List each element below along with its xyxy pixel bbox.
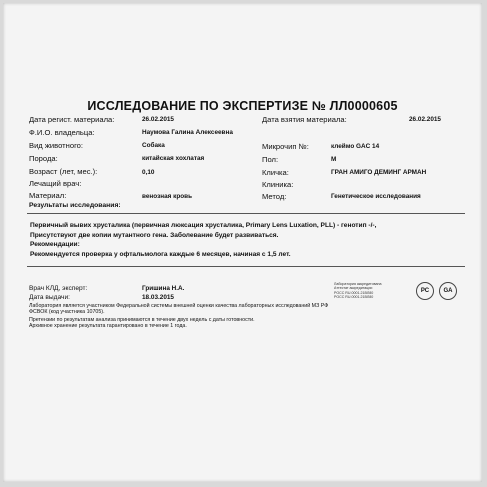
issue-date-value: 18.03.2015 (142, 294, 174, 301)
accreditation-line: РОСС RU.0001.21ВЛ80 (334, 295, 374, 300)
accreditation-line: Лаборатория аккредитована (334, 282, 382, 286)
divider-top (27, 213, 465, 214)
results-text (30, 221, 460, 259)
method-value: Генетическое исследования (331, 193, 421, 200)
sex-value: М (331, 156, 337, 163)
chip-value: клеймо GAC 14 (331, 143, 380, 150)
vet-label: Лечащий врач: (29, 179, 82, 188)
lab-logo-icon: GA (439, 282, 457, 300)
method-label: Метод: (262, 192, 287, 201)
doctor-value: Гришина Н.А. (142, 285, 185, 292)
report-sheet (3, 3, 482, 482)
reg-date-label: Дата регист. материала: (29, 115, 115, 124)
reg-date-value: 26.02.2015 (142, 116, 174, 123)
sex-label: Пол: (262, 155, 279, 164)
take-date-value: 26.02.2015 (409, 116, 441, 123)
owner-value: Наумова Галина Алексеевна (142, 129, 233, 136)
results-line-2: Присутствуют две копии мутантного гена. Заболевание будет развиваться. (30, 231, 279, 239)
material-value: венозная кровь (142, 193, 193, 200)
material-label: Материал: (29, 191, 67, 200)
report-title: ИССЛЕДОВАНИЕ ПО ЭКСПЕРТИЗЕ № ЛЛ0000605 (87, 99, 398, 113)
nickname-label: Кличка: (262, 168, 289, 177)
results-line-3: Рекомендации: (30, 241, 80, 249)
note-2: ФСВОК (код участника 10705). (29, 309, 105, 315)
results-label: Результаты исследования: (29, 202, 121, 209)
doctor-label: Врач КЛД, эксперт: (29, 285, 88, 292)
nickname-value: ГРАН АМИГО ДЕМИНГ АРМАН (331, 169, 427, 176)
breed-label: Порода: (29, 154, 58, 163)
divider-bottom (27, 266, 465, 267)
age-value: 0,10 (142, 169, 155, 176)
results-line-4: Рекомендуется проверка у офтальмолога каждые 6 месяцев, начиная с 1,5 лет. (30, 250, 291, 258)
accreditation-line: РОСС RU.0001.21ВЛ80 (334, 290, 374, 295)
issue-date-label: Дата выдачи: (29, 294, 70, 301)
accreditation-line: Аттестат аккредитации (334, 286, 373, 291)
note-4: Архивное хранение результата гарантировано в течение 1 года. (29, 323, 187, 329)
accreditation-block (334, 282, 382, 300)
clinic-label: Клиника: (262, 180, 294, 189)
results-line-1: Первичный вывих хрусталика (первичная люксация хрусталика, Primary Lens Luxation, PLL) - генотип -/-, (30, 222, 377, 229)
species-value: Собака (142, 142, 165, 149)
note-3: Претензии по результатам анализа принимаются в течение двух недель с даты готовности. (29, 317, 255, 323)
species-label: Вид животного: (29, 141, 84, 150)
note-1: Лаборатория является участником Федеральной системы внешней оценки качества лабораторных исследований МЗ РФ (29, 303, 329, 309)
take-date-label: Дата взятия материала: (262, 115, 347, 124)
breed-value: китайская хохлатая (142, 155, 205, 162)
certification-logo-icon: РС (416, 282, 434, 300)
chip-label: Микрочип №: (262, 142, 309, 151)
age-label: Возраст (лет, мес.): (29, 167, 98, 176)
owner-label: Ф.И.О. владельца: (29, 128, 95, 137)
